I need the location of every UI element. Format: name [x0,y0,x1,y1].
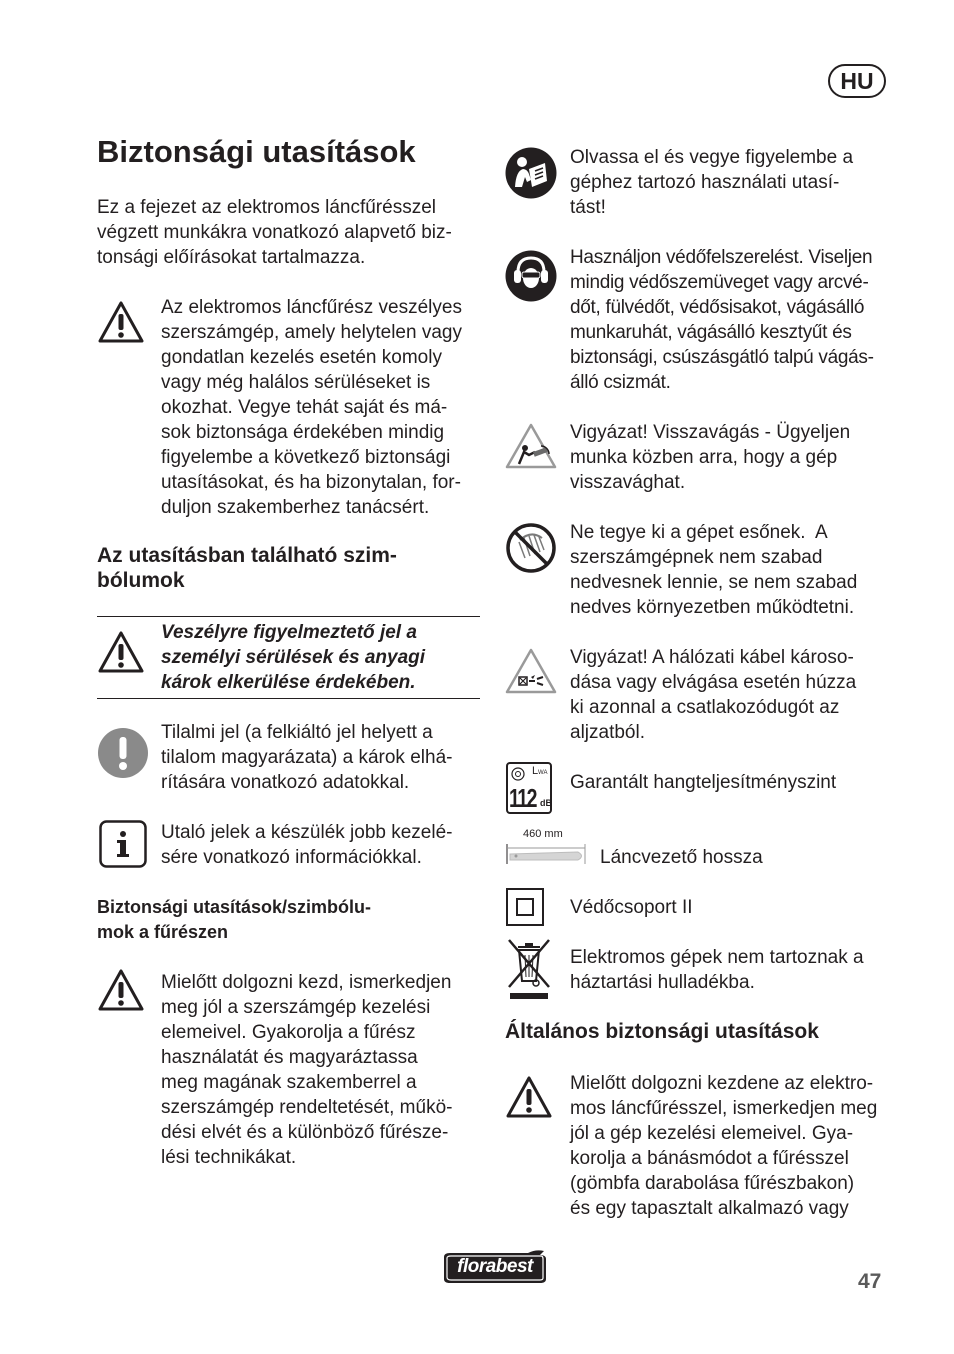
no-rain-icon [505,522,557,574]
divider-bottom [97,698,480,699]
chainsaw-mini-icon [510,766,526,782]
page-title: Biztonsági utasítások [97,134,416,169]
guide-bar-icon [506,842,586,866]
florabest-logo [440,1249,550,1287]
warning-triangle-icon [97,630,145,674]
sound-text: Garantált hangteljesítményszint [570,772,837,793]
sound-value: 112 [509,783,536,813]
symbol-prohibition-description: Tilalmi jel (a felkiáltó jel helyett a tilalom magyarázata) a károk elhá- rítására vonatkozó adatokkal. [161,722,453,793]
rain-text: Ne tegye ki a gépet esőnek. A szerszámgépnek nem szabad nedvesnek lennie, se nem szabad nedves környezetben működtetni. [570,522,858,618]
chainsaw-danger-warning: Az elektromos láncfűrész veszélyes szerszámgép, amely helytelen vagy gondatlan kezelés esetén komoly vagy még halálos sérüléseket is okozhat. Vegye tehát saját és má- sok biztonsága érdekében mindig figyelembe a következő biztonsági utasításokat, és ha bizonytalan, for- duljon szakemberhez tanácsért. [161,297,462,518]
symbol-info-description: Utaló jelek a készülék jobb kezelé- sére vonatkozó információkkal. [161,822,453,868]
general-safety-heading: Általános biztonsági utasítások [505,1020,819,1043]
info-icon [99,820,147,868]
waste-text: Elektromos gépek nem tartoznak a háztartási hulladékba. [570,947,864,993]
protection-class-text: Védőcsoport II [570,897,693,918]
lwa-label: L [532,765,539,777]
general-warning-text: Mielőtt dolgozni kezdene az elektro- mos láncfűrésszel, ismerkedjen meg jól a gép kezelési elemeivel. Gya- korolja a bánásmódot a fűrésszel (gömbfa darabolása fűrészbakon) és egy tapasztalt alkalmazó vagy [570,1073,878,1219]
intro-paragraph: Ez a fejezet az elektromos láncfűrésszel végzett munkákra vonatkozó alapvető biz- tonsági előírásokat tartalmazza. [97,197,452,268]
kickback-text: Vigyázat! Visszavágás - Ügyeljen munka közben arra, hogy a gép visszavághat. [570,422,851,493]
protection-class-ii-icon [506,888,544,926]
warning-triangle-icon [97,968,145,1012]
sound-unit: dB [540,798,552,808]
language-badge: HU [828,64,886,98]
kickback-warning-icon [505,422,557,470]
read-manual-text: Olvassa el és vegye figyelembe a géphez tartozó használati utasí- tást! [570,147,854,218]
symbol-warning-description: Veszélyre figyelmeztető jel a személyi sérülések és anyagi károk elkerülése érdekében. [161,622,426,693]
cable-warning-icon [505,647,557,695]
familiarize-warning: Mielőtt dolgozni kezd, ismerkedjen meg jól a szerszámgép kezelési elemeivel. Gyakorolja a fűrész használatát és magyaráztassa meg magának szakemberrel a szerszámgép rendeltetését, műkö- dési elvét és a különböző fűrésze- lési technikákat. [161,972,453,1168]
protective-gear-text: Használjon védőfelszerelést. Viseljen mindig védőszemüveget vagy arcvé- dőt, fülvédőt, védősisakot, vágásálló munkaruhát, vágásálló kesztyűt és biztonsági, csúszásgátló talpú vágás- álló csizmát. [570,247,874,393]
page-number: 47 [858,1270,882,1293]
sound-level-icon [506,762,552,814]
cable-text: Vigyázat! A hálózati kábel károso- dása vagy elvágása esetén húzza ki azonnal a csatlakozódugót az aljzatból. [570,647,857,743]
read-manual-icon [505,147,557,199]
lwa-subscript: WA [538,770,548,776]
bar-length-label: 460 mm [523,828,563,840]
prohibition-exclamation-icon [97,727,149,779]
protective-gear-icon [505,250,557,302]
warning-triangle-icon [97,300,145,344]
weee-crossed-bin-icon [506,937,552,1001]
saw-symbols-heading: Biztonsági utasítások/szimbólu- mok a fűrészen [97,897,372,942]
divider-top [97,616,480,617]
symbols-heading: Az utasításban található szim- bólumok [97,544,397,592]
logo-text: florabest [457,1256,533,1277]
bar-length-text: Láncvezető hossza [600,847,763,868]
warning-triangle-icon [505,1075,553,1119]
